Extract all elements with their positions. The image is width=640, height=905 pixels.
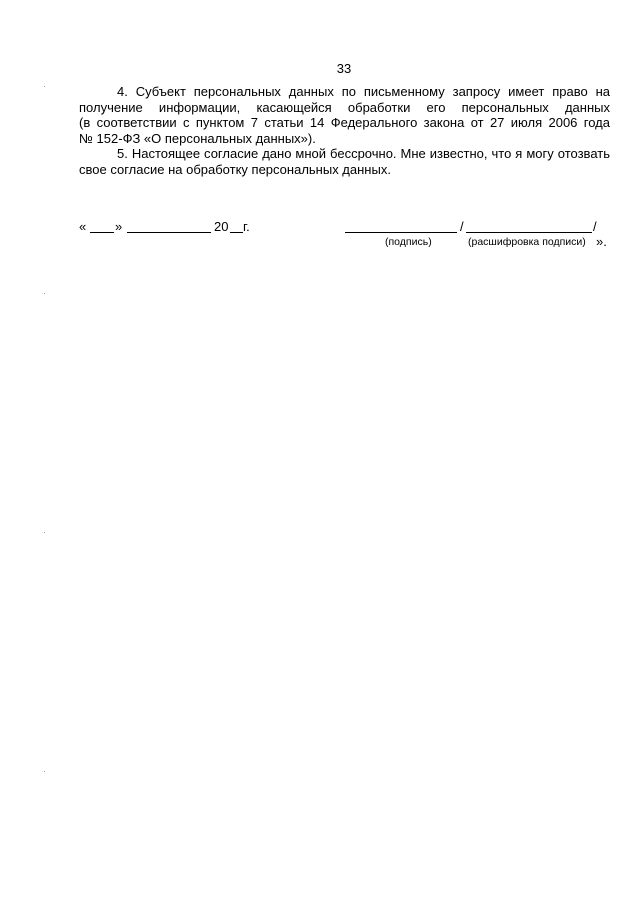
scan-speck — [44, 293, 45, 294]
signature-line — [345, 232, 457, 233]
date-month-line — [127, 232, 211, 233]
paragraph-line: 5. Настоящее согласие дано мной бессрочно. Мне известно, что я могу отозвать — [117, 146, 610, 161]
scan-speck — [44, 86, 45, 87]
paragraph-4 — [79, 84, 610, 146]
paragraph-line: № 152-ФЗ «О персональных данных»). — [79, 130, 316, 146]
body-text — [79, 84, 610, 177]
paragraph-5 — [79, 146, 610, 177]
signature-slash-right: / — [593, 219, 597, 234]
transcript-caption: (расшифровка подписи) — [468, 236, 586, 248]
closing-quote: ». — [596, 234, 607, 249]
date-year-suffix: г. — [243, 219, 250, 234]
paragraph-line: (в соответствии с пунктом 7 статьи 14 Федерального закона от 27 июля 2006 года — [79, 115, 610, 130]
date-year-prefix: 20 — [214, 219, 229, 234]
paragraph-line: 4. Субъект персональных данных по письменному запросу имеет право на — [117, 84, 610, 99]
date-open-quote: « — [79, 219, 87, 234]
signature-caption: (подпись) — [385, 236, 432, 248]
paragraph-line: свое согласие на обработку персональных данных. — [79, 161, 391, 177]
date-year-line — [230, 232, 243, 233]
page-number: 33 — [336, 61, 352, 76]
scan-speck — [44, 771, 45, 772]
scan-speck — [44, 532, 45, 533]
paragraph-line: получение информации, касающейся обработки его персональных данных — [79, 99, 610, 115]
transcript-line — [466, 232, 592, 233]
date-close-quote: » — [115, 219, 123, 234]
date-day-line — [90, 232, 114, 233]
signature-slash-left: / — [460, 219, 464, 234]
